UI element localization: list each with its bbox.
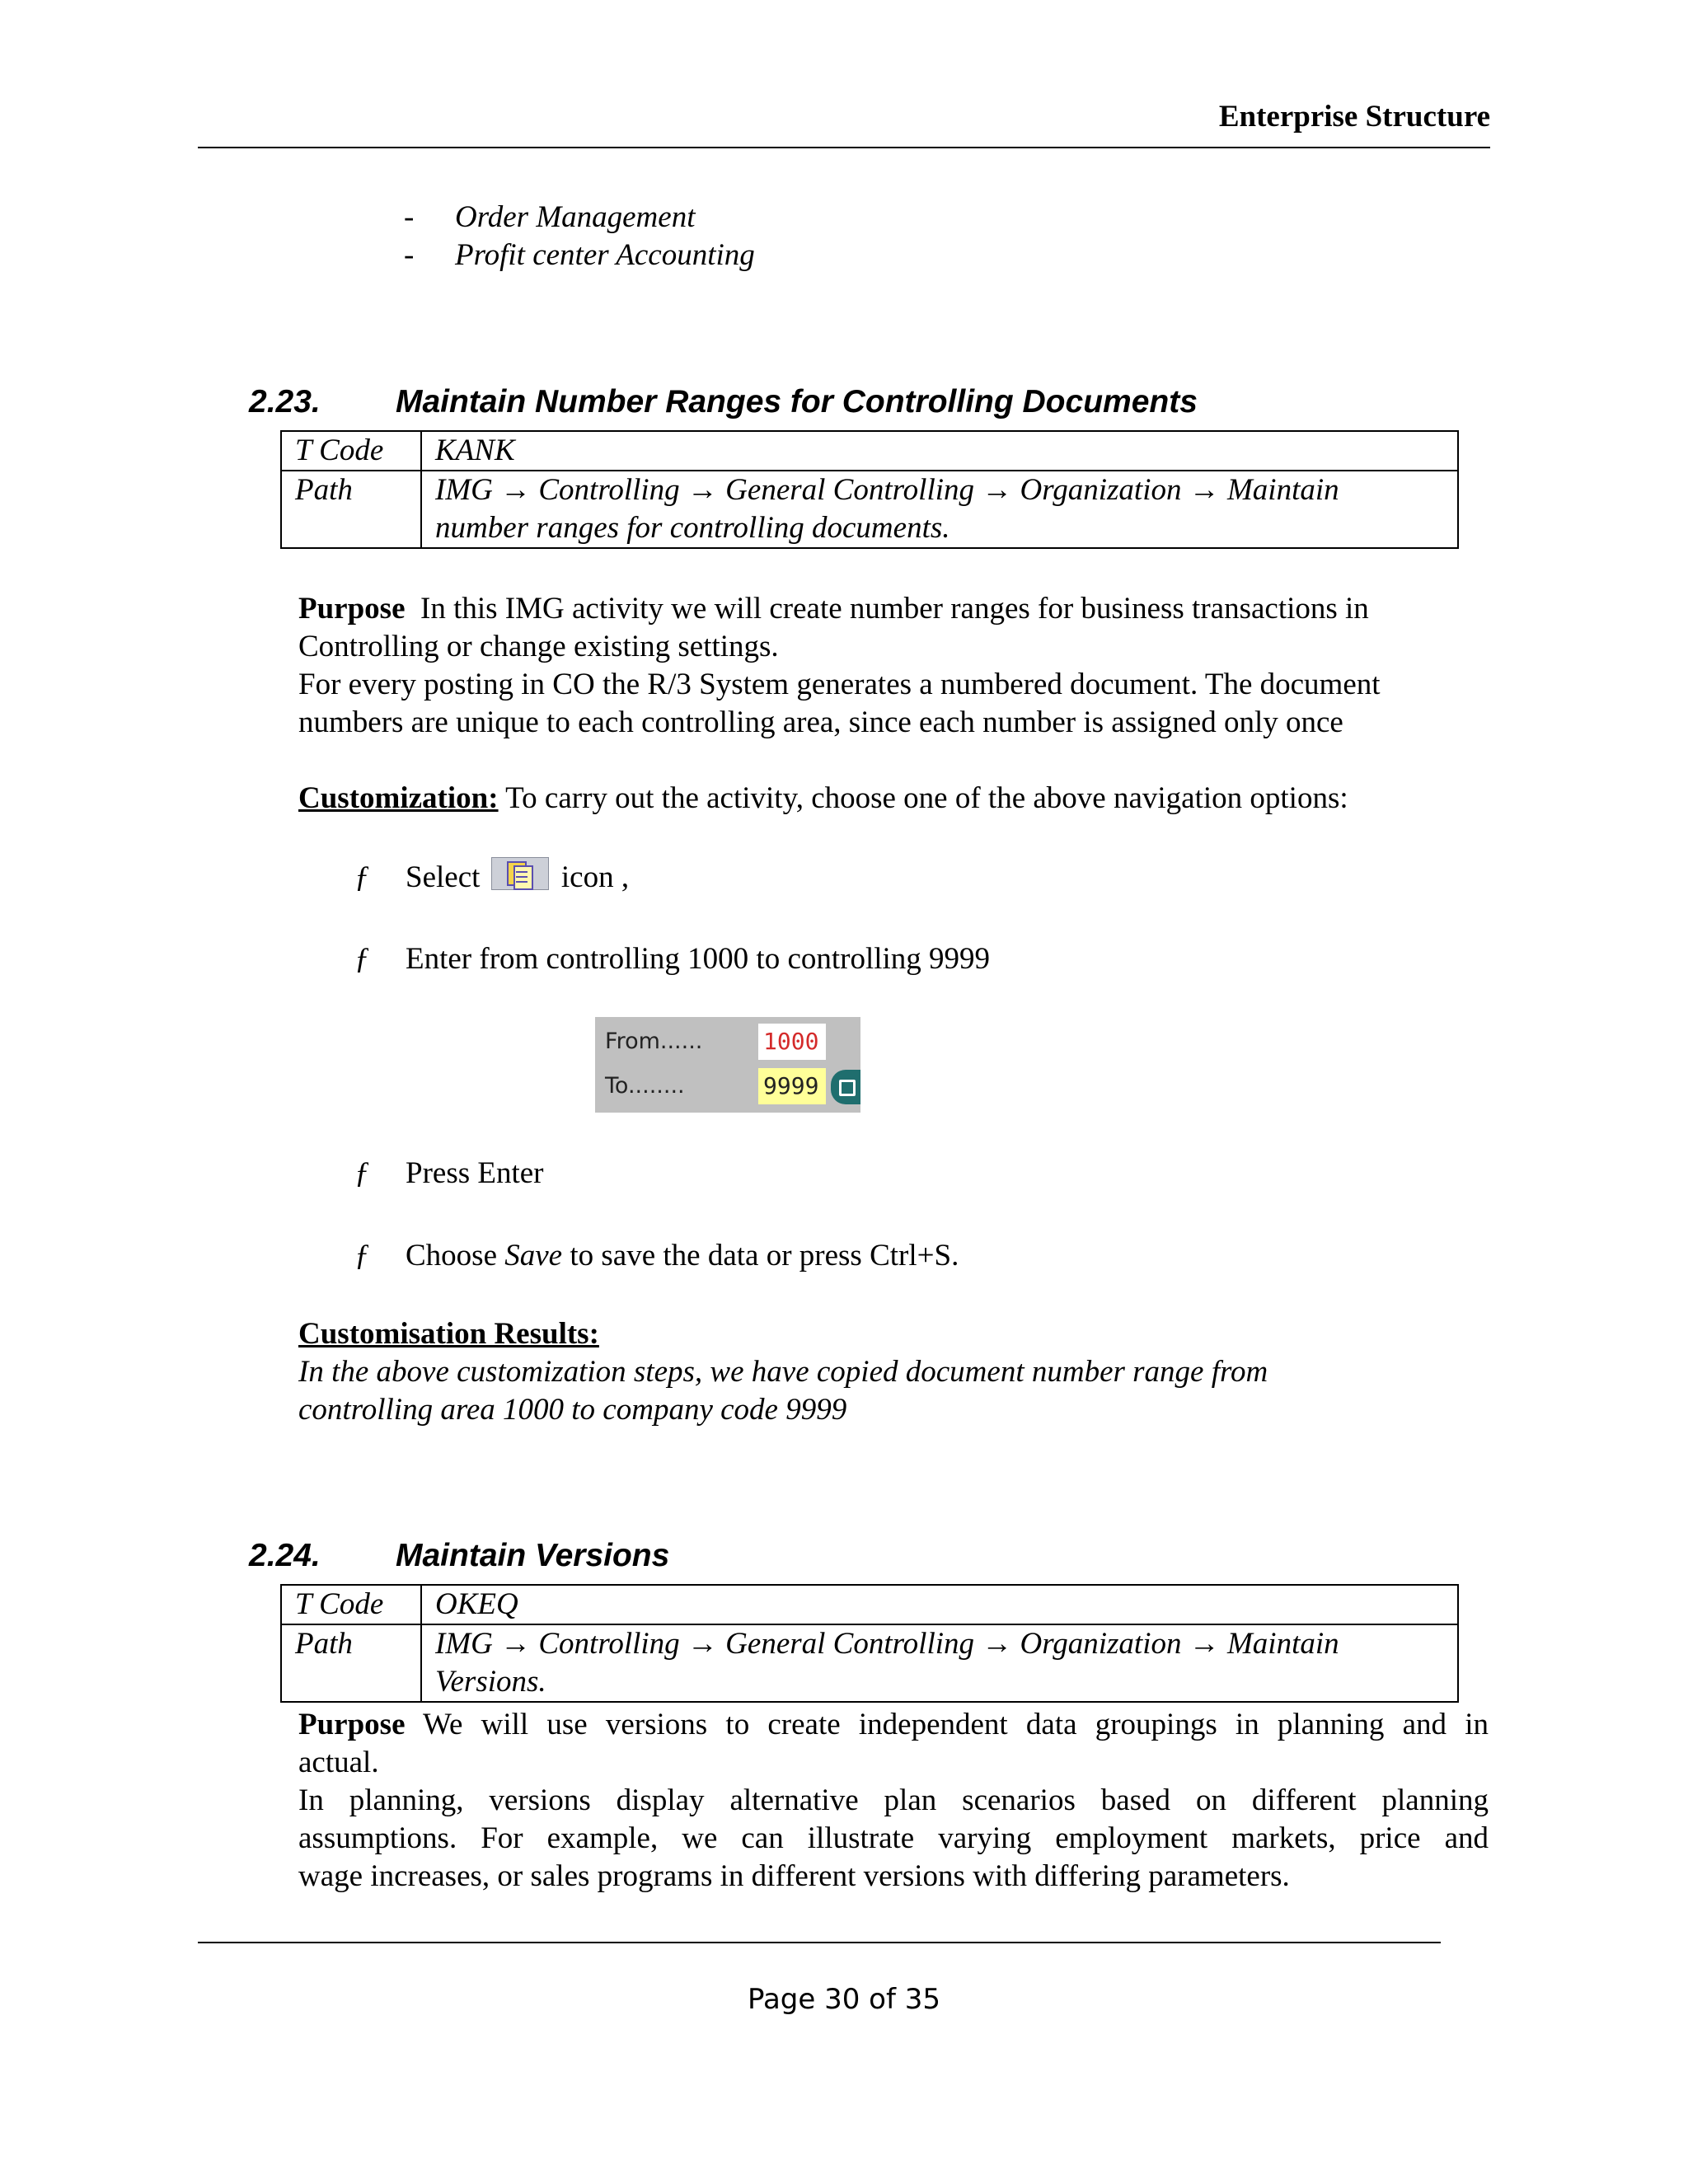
bullet-text: to save the data or press Ctrl+S. (570, 1239, 959, 1272)
from-field[interactable]: 1000 (758, 1024, 826, 1060)
purpose-paragraph-1 (298, 590, 1489, 742)
purpose-text: Controlling or change existing settings. (298, 630, 779, 663)
purpose-text: assumptions. For example, we can illustrate varying employment markets, price and (298, 1821, 1489, 1855)
purpose-text: In planning, versions display alternative plan scenarios based on different planning (298, 1783, 1489, 1817)
results-label: Customisation Results: (298, 1317, 599, 1351)
customization-label: Customization: (298, 781, 499, 815)
purpose-text: actual. (298, 1746, 379, 1779)
copy-icon (491, 857, 549, 890)
path-line: number ranges for controlling documents. (435, 511, 950, 545)
value-help-icon[interactable] (831, 1070, 860, 1104)
number-range-dialog (595, 1017, 860, 1113)
bullet-glyph: ƒ (354, 942, 370, 976)
bullet-text: icon , (560, 860, 630, 894)
from-label: From...... (605, 1029, 703, 1054)
bullet-emphasis: Save (504, 1239, 563, 1272)
tcode-label: T Code (281, 1585, 421, 1624)
page-number: Page 30 of 35 (747, 1983, 941, 2016)
results-text: controlling area 1000 to company code 9999 (298, 1393, 847, 1427)
footer-rule (198, 1942, 1441, 1943)
bullet-glyph: ƒ (354, 860, 370, 894)
tcode-label: T Code (281, 431, 421, 471)
path-label: Path (281, 1624, 421, 1702)
list-item: - Profit center Accounting (404, 238, 755, 272)
path-value (421, 1624, 1458, 1702)
purpose-label: Purpose (298, 1708, 406, 1741)
header-rule (198, 147, 1490, 148)
to-field[interactable]: 9999 (758, 1068, 826, 1104)
bullet-item (354, 1155, 544, 1191)
bullet-text: Choose (406, 1239, 497, 1272)
section-heading-2-23 (249, 384, 1198, 420)
bullet-item (354, 857, 629, 895)
bullet-text: Select (406, 860, 481, 894)
customization-paragraph (298, 780, 1489, 818)
purpose-text: wage increases, or sales programs in different versions with differing parameters. (298, 1859, 1290, 1893)
path-line: IMG → Controlling → General Controlling → Organization → Maintain (435, 473, 1339, 507)
bullet-item (354, 1238, 959, 1273)
list-item-text: Profit center Accounting (455, 238, 755, 272)
customisation-results (298, 1315, 1489, 1429)
purpose-paragraph-2 (298, 1706, 1489, 1896)
section-number: 2.23. (249, 384, 321, 419)
bullet-glyph: ƒ (354, 1239, 370, 1272)
bullet-text: Press Enter (406, 1156, 544, 1190)
path-line: Versions. (435, 1665, 546, 1699)
list-item-text: Order Management (455, 200, 696, 234)
running-header-title: Enterprise Structure (1218, 100, 1490, 134)
purpose-text: We will use versions to create independent data groupings in planning and in (423, 1708, 1489, 1741)
path-value (421, 471, 1458, 548)
bullet-glyph: ƒ (354, 1156, 370, 1190)
list-item: - Order Management (404, 200, 696, 234)
results-text: In the above customization steps, we have copied document number range from (298, 1355, 1268, 1389)
bullet-text: Enter from controlling 1000 to controlling 9999 (406, 942, 991, 976)
tcode-table-2-23 (280, 430, 1459, 549)
bullet-item (354, 941, 990, 977)
customization-text: To carry out the activity, choose one of the above navigation options: (505, 781, 1348, 815)
tcode-value: OKEQ (421, 1585, 1458, 1624)
tcode-table-2-24 (280, 1584, 1459, 1703)
section-title: Maintain Number Ranges for Controlling Documents (396, 384, 1198, 419)
purpose-text: numbers are unique to each controlling area, since each number is assigned only once (298, 705, 1343, 739)
tcode-value: KANK (421, 431, 1458, 471)
section-title: Maintain Versions (396, 1538, 670, 1573)
section-heading-2-24 (249, 1538, 669, 1574)
purpose-text: For every posting in CO the R/3 System generates a numbered document. The document (298, 668, 1381, 701)
path-line: IMG → Controlling → General Controlling → Organization → Maintain (435, 1627, 1339, 1661)
purpose-text: In this IMG activity we will create number ranges for business transactions in (420, 592, 1369, 626)
to-label: To........ (605, 1073, 685, 1099)
section-number: 2.24. (249, 1538, 321, 1573)
purpose-label: Purpose (298, 592, 406, 626)
path-label: Path (281, 471, 421, 548)
